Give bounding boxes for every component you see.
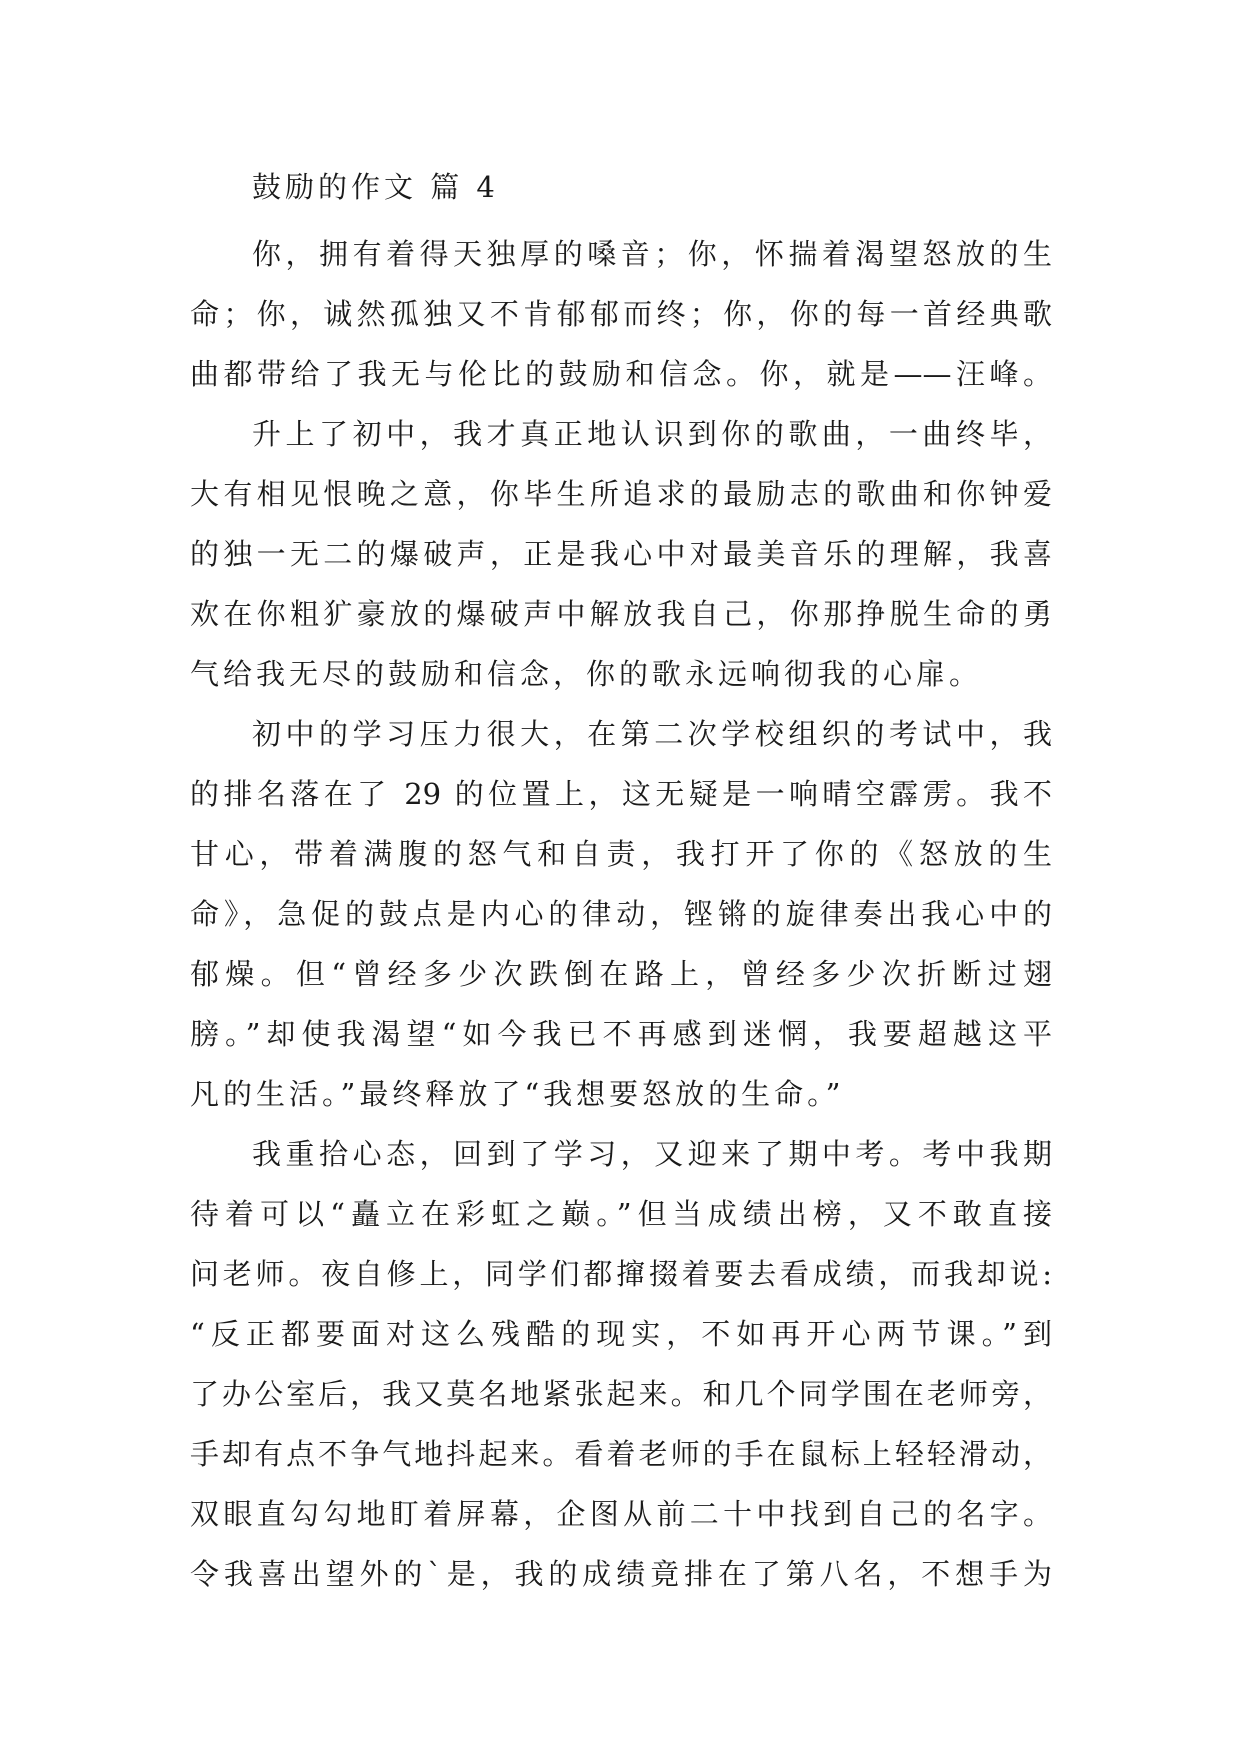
document-body	[190, 163, 1052, 1604]
paragraph	[190, 1124, 1052, 1604]
text-line: 令我喜出望外的`是，我的成绩竟排在了第八名，不想手为	[190, 1557, 1052, 1591]
text-line: 欢在你粗犷豪放的爆破声中解放我自己，你那挣脱生命的勇	[190, 597, 1052, 631]
text-line: 的排名落在了 29 的位置上，这无疑是一响晴空霹雳。我不	[190, 777, 1052, 811]
paragraph	[190, 704, 1052, 1124]
text-line: 我重拾心态，回到了学习，又迎来了期中考。考中我期	[252, 1137, 1052, 1171]
text-line: 甘心，带着满腹的怒气和自责，我打开了你的《怒放的生	[190, 837, 1052, 871]
text-line: 手却有点不争气地抖起来。看着老师的手在鼠标上轻轻滑动，	[190, 1437, 1052, 1471]
paragraph	[190, 404, 1052, 704]
text-line: 膀。”却使我渴望“如今我已不再感到迷惘，我要超越这平	[190, 1017, 1052, 1051]
text-line: 命》，急促的鼓点是内心的律动，铿锵的旋律奏出我心中的	[190, 897, 1052, 931]
text-line: 大有相见恨晚之意，你毕生所追求的最励志的歌曲和你钟爱	[190, 477, 1052, 511]
text-line: 气给我无尽的鼓励和信念，你的歌永远响彻我的心扉。	[190, 657, 983, 691]
text-line: 郁燥。但“曾经多少次跌倒在路上，曾经多少次折断过翅	[190, 957, 1052, 991]
text-line: 的独一无二的爆破声，正是我心中对最美音乐的理解，我喜	[190, 537, 1052, 571]
text-line: 曲都带给了我无与伦比的鼓励和信念。你，就是——汪峰。	[190, 357, 1052, 391]
text-line: 问老师。夜自修上，同学们都撺掇着要去看成绩，而我却说:	[190, 1257, 1052, 1291]
text-line: 凡的生活。”最终释放了“我想要怒放的生命。”	[190, 1077, 845, 1111]
text-line: 升上了初中，我才真正地认识到你的歌曲，一曲终毕，	[252, 417, 1052, 451]
text-line: 初中的学习压力很大，在第二次学校组织的考试中，我	[252, 717, 1052, 751]
text-line: 双眼直勾勾地盯着屏幕，企图从前二十中找到自己的名字。	[190, 1497, 1052, 1531]
text-line: 你，拥有着得天独厚的嗓音；你，怀揣着渴望怒放的生	[252, 237, 1052, 271]
text-line: 命；你，诚然孤独又不肯郁郁而终；你，你的每一首经典歌	[190, 297, 1052, 331]
text-line: 了办公室后，我又莫名地紧张起来。和几个同学围在老师旁，	[190, 1377, 1052, 1411]
text-line: 待着可以“矗立在彩虹之巅。”但当成绩出榜，又不敢直接	[190, 1197, 1052, 1231]
paragraph	[190, 224, 1052, 404]
text-line: “反正都要面对这么残酷的现实，不如再开心两节课。”到	[190, 1317, 1052, 1351]
document-title: 鼓励的作文 篇 4	[252, 170, 499, 204]
